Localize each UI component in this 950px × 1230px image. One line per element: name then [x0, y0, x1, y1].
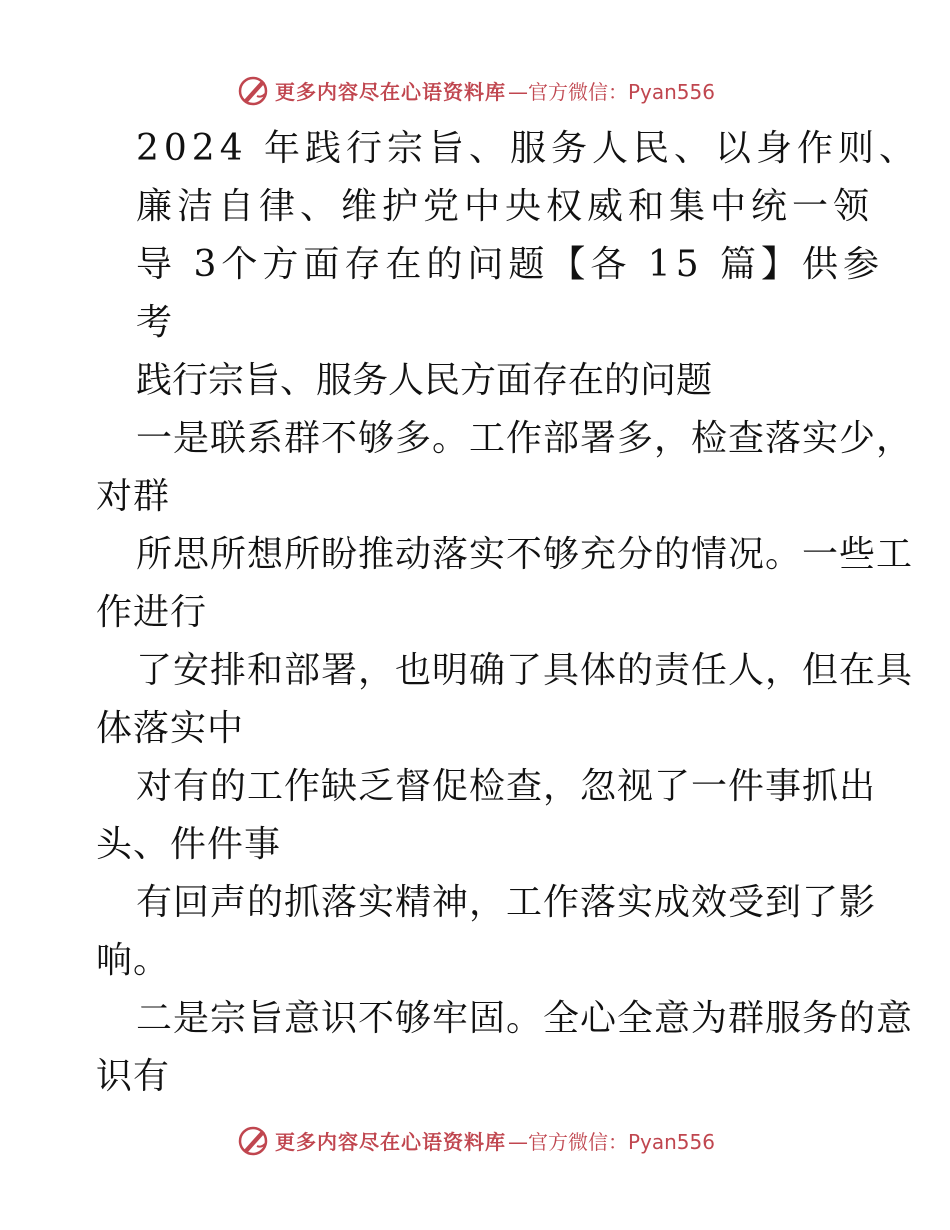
- footer-watermark: [0, 1120, 950, 1160]
- body-line: 有回声的抓落实精神，工作落实成效受到了影: [136, 882, 877, 923]
- title-line: 廉洁自律、维护党中央权威和集中统一领: [136, 186, 875, 227]
- section-heading: 践行宗旨、服务人民方面存在的问题: [136, 360, 713, 401]
- body-line: 对有的工作缺乏督促检查，忽视了一件事抓出: [136, 766, 877, 807]
- body-line: 了安排和部署，也明确了具体的责任人，但在具: [136, 650, 914, 691]
- paragraph-lines: [96, 410, 914, 1106]
- banner-main-text: 更多内容尽在心语资料库: [274, 79, 506, 104]
- header-watermark: [0, 70, 950, 110]
- quill-logo-icon: [235, 1122, 271, 1158]
- banner-main-text: 更多内容尽在心语资料库: [274, 1129, 506, 1154]
- body-line: 头、件件事: [96, 824, 282, 865]
- body-line: 所思所想所盼推动落实不够充分的情况。一些工: [136, 534, 914, 575]
- body-line: 体落实中: [96, 708, 245, 749]
- body-line: 二是宗旨意识不够牢固。全心全意为群服务的意: [136, 998, 914, 1039]
- body-line: 作进行: [96, 592, 208, 633]
- quill-logo-icon: [235, 72, 271, 108]
- title-line: 导 3个方面存在的问题【各 15 篇】供参: [136, 244, 885, 285]
- body-line: 响。: [96, 940, 171, 981]
- title-line: 2024 年践行宗旨、服务人民、以身作则、: [136, 128, 921, 169]
- banner-contact-text: —官方微信：Pyan556: [507, 79, 715, 104]
- body-line: 对群: [96, 476, 171, 517]
- title-line: 考: [136, 302, 178, 343]
- document-body: [96, 120, 921, 1106]
- body-line: 识有: [96, 1056, 171, 1097]
- body-line: 一是联系群不够多。工作部署多，检查落实少，: [136, 418, 914, 459]
- banner-contact-text: —官方微信：Pyan556: [507, 1129, 715, 1154]
